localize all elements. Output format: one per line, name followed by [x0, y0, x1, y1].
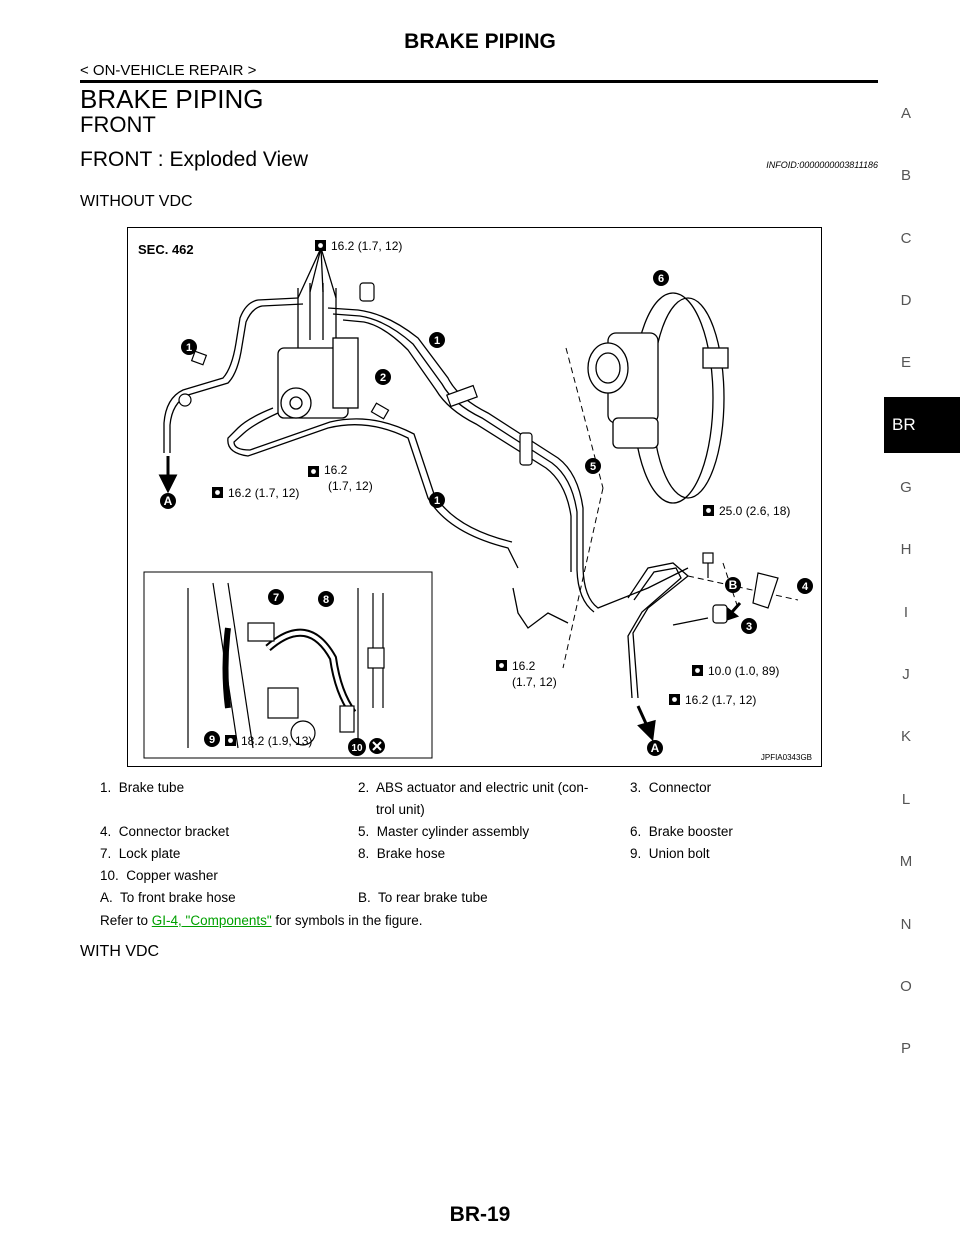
index-letter-b[interactable]: B [900, 167, 911, 184]
legend-item: 7. Lock plate [100, 846, 181, 861]
symbols-reference: Refer to GI-4, "Components" for symbols in the figure. [100, 913, 423, 928]
torque-label-mid-a: 16.2 [512, 659, 536, 673]
index-letter-p[interactable]: P [900, 1040, 911, 1057]
legend-item: 1. Brake tube [100, 780, 185, 795]
legend-item: 5. Master cylinder assembly [358, 824, 530, 839]
legend-item: 6. Brake booster [630, 824, 733, 839]
legend-item: 2. ABS actuator and electric unit (con- [358, 780, 589, 795]
index-letter-k[interactable]: K [900, 728, 911, 745]
index-letter-l[interactable]: L [901, 791, 911, 808]
section-subtitle: FRONT [80, 112, 156, 137]
letter-callout-b: B [728, 578, 738, 592]
index-letter-e[interactable]: E [900, 354, 911, 371]
index-letter-i[interactable]: I [903, 604, 909, 621]
index-letter-n[interactable]: N [900, 916, 912, 933]
breadcrumb: < ON-VEHICLE REPAIR > [80, 62, 257, 79]
callout-8: 8 [322, 594, 330, 606]
index-tab-br[interactable]: BR [884, 397, 960, 453]
page-header-title: BRAKE PIPING [404, 30, 556, 53]
torque-label-rear-tube: 16.2 (1.7, 12) [685, 693, 757, 707]
callout-5: 5 [589, 461, 597, 473]
legend-row [100, 802, 810, 824]
legend-item-continued: trol unit) [376, 802, 425, 817]
legend-row [100, 846, 810, 868]
index-letter-o[interactable]: O [900, 978, 912, 995]
callout-4: 4 [801, 581, 809, 593]
legend-row [100, 824, 810, 846]
torque-label-top: 16.2 (1.7, 12) [331, 239, 403, 253]
torque-label-abs-b: (1.7, 12) [328, 479, 373, 493]
parts-legend [100, 780, 810, 912]
torque-label-connector: 10.0 (1.0, 89) [708, 664, 780, 678]
torque-label-union-bolt: 18.2 (1.9, 13) [241, 734, 313, 748]
page-number: BR-19 [449, 1203, 511, 1226]
torque-label-bracket-bolt: 25.0 (2.6, 18) [719, 504, 791, 518]
index-letter-j[interactable]: J [902, 666, 910, 683]
brake-booster-drawing [588, 293, 728, 503]
info-id: INFOID:0000000003811186 [766, 160, 878, 170]
callout-1b: 1 [433, 335, 441, 347]
index-letter-h[interactable]: H [900, 541, 912, 558]
torque-label-mid-b: (1.7, 12) [512, 675, 557, 689]
callout-1c: 1 [433, 495, 441, 507]
variant-without-vdc: WITHOUT VDC [80, 193, 193, 210]
index-letter-d[interactable]: D [900, 292, 912, 309]
letter-callout-a-left: A [163, 494, 173, 508]
torque-label-front-tube: 16.2 (1.7, 12) [228, 486, 300, 500]
components-reference-link[interactable]: GI-4, "Components" [151, 913, 272, 928]
legend-row [100, 890, 810, 912]
topic-title: FRONT : Exploded View [80, 148, 308, 171]
section-number: SEC. 462 [138, 242, 194, 257]
legend-item: 10. Copper washer [100, 868, 218, 883]
callout-2: 2 [379, 372, 387, 384]
torque-label-abs-a: 16.2 [324, 463, 348, 477]
index-letter-m[interactable]: M [899, 853, 913, 870]
index-letter-g[interactable]: G [900, 479, 912, 496]
callout-7: 7 [272, 592, 280, 604]
index-letter-c[interactable]: C [900, 230, 912, 247]
legend-row [100, 780, 810, 802]
callout-9: 9 [208, 734, 216, 746]
callout-6: 6 [657, 273, 665, 285]
inset-detail [144, 572, 432, 758]
section-title: BRAKE PIPING [80, 84, 264, 114]
legend-item: 8. Brake hose [358, 846, 446, 861]
variant-with-vdc: WITH VDC [80, 943, 160, 960]
letter-callout-a-bottom: A [650, 741, 660, 755]
callout-1a: 1 [185, 342, 193, 354]
header-rule [80, 80, 878, 83]
abs-actuator-drawing [278, 248, 358, 418]
legend-row [100, 868, 810, 890]
legend-item: A. To front brake hose [100, 890, 236, 905]
exploded-view-drawing [128, 228, 821, 766]
do-not-reuse-icon [369, 738, 385, 754]
index-letter-a[interactable]: A [900, 105, 911, 122]
legend-item: 3. Connector [630, 780, 712, 795]
callout-3: 3 [745, 621, 753, 633]
legend-item: B. To rear brake tube [358, 890, 488, 905]
legend-item: 9. Union bolt [630, 846, 710, 861]
figure-code: JPFIA0343GB [760, 753, 812, 762]
exploded-view-figure [127, 227, 822, 767]
legend-item: 4. Connector bracket [100, 824, 230, 839]
callout-10: 10 [351, 743, 363, 754]
